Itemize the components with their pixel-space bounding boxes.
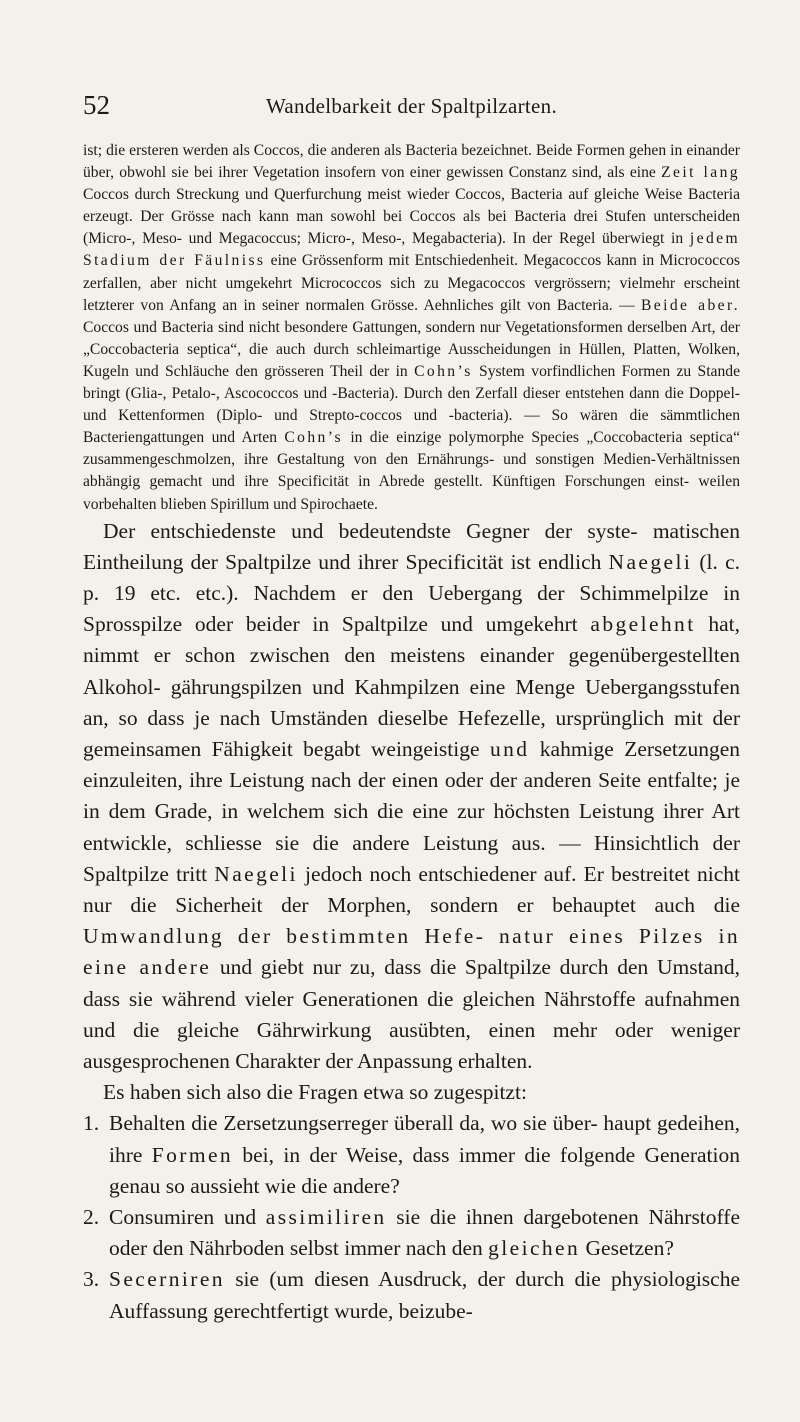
text-run: Gesetzen? [580,1236,674,1261]
text-run: Consumiren und [109,1205,266,1230]
spaced-emphasis: und [489,737,530,762]
question-item [83,1264,740,1326]
question-item [83,1108,740,1202]
spaced-emphasis: Cohn’s [284,429,343,447]
main-text-section [83,516,740,1327]
text-run: kahmige Zersetzungen einzuleiten, ihre Leistung nach der einen oder der anderen Seite entfalte; je in dem Grade, in welchem sich die eine zur höchsten Leistung ihrer Art entwickle, schliesse sie die andere Leistung aus. — Hinsichtlich der Spaltpilze tritt [83,737,740,886]
spaced-emphasis: Naegeli [214,861,298,886]
spaced-emphasis: Zeit lang [661,164,740,182]
page-header [83,90,740,130]
text-run: System vorfindlichen Formen zu Stande bringt (Glia-, Petalo-, Ascococcos und -Bacteria). Durch den Zerfall dieser entstehen dann die Doppel- und Kettenformen (Diplo- und Strepto-coccos und -bacteria). — So wären die sämmtlichen Bacteriengattungen und Arten [83,362,740,447]
spaced-emphasis: jedem Stadium der Fäulniss [83,230,740,270]
question-text [109,1267,740,1322]
spaced-emphasis: Beide aber. [641,296,740,314]
question-intro: Es haben sich also die Fragen etwa so zugespitzt: [103,1080,527,1105]
text-run: Der entschiedenste und bedeutendste Gegner der syste- matischen Eintheilung der Spaltpilze und ihrer Specificität ist endlich [83,518,740,574]
question-number: 2. [83,1205,100,1230]
text-run: (l. c. p. 19 etc. etc.). Nachdem er den Uebergang der Schimmelpilze in Sprosspilze oder beider in Spaltpilze und umgekehrt [83,549,740,637]
text-run: Behalten die Zersetzungserreger überall da, wo sie über- haupt gedeihen, ihre [109,1111,740,1167]
page-number: 52 [83,90,110,120]
spaced-emphasis: Naegeli [608,549,693,574]
spaced-emphasis: abgelehnt [590,612,696,637]
running-title: Wandelbarkeit der Spaltpilzarten. [265,94,557,118]
question-number: 3. [83,1267,100,1292]
text-run: jedoch noch entschiedener auf. Er bestreitet nicht nur die Sicherheit der Morphen, sondern er behauptet auch die [83,861,740,918]
spaced-emphasis: Cohn’s [414,362,473,380]
spaced-emphasis: Umwandlung der bestimmten Hefe- natur eines Pilzes in eine andere [83,924,740,980]
small-print-section [83,140,740,516]
text-run: sie (um diesen Ausdruck, der durch die physiologische Auffassung gerechtfertigt wurde, beizube- [109,1267,740,1323]
text-run: und giebt nur zu, dass die Spaltpilze durch den Umstand, dass sie während vieler Generationen die gleichen Nährstoffe aufnahmen und die gleiche Gährwirkung ausübten, einen mehr oder weniger ausgesprochenen Charakter der Anpassung erhalten. [83,955,741,1074]
question-text [109,1111,740,1197]
question-number: 1. [83,1111,100,1136]
text-run: ist; die ersteren werden als Coccos, die anderen als Bacteria bezeichnet. Beide Formen gehen in einander über, obwohl sie bei ihrer Vegetation insofern von einer gewissen Constanz sind, als eine [83,142,740,182]
spaced-emphasis: Formen [151,1142,234,1167]
text-run: Coccos durch Streckung und Querfurchung meist wieder Coccos, Bacteria auf gleiche Weise Bacteria erzeugt. Der Grösse nach kann man sowohl bei Coccos als bei Bacteria drei Stufen unterscheiden (Micro-, Meso- und Megacoccus; Micro-, Meso-, Megabacteria). In der Regel überwiegt in [83,186,740,248]
question-text [109,1205,740,1260]
main-paragraph [83,516,740,1078]
small-print-paragraph [83,140,740,516]
spaced-emphasis: assimiliren [265,1205,387,1230]
text-run: eine Grössenform mit Entschiedenheit. Megacoccos kann in Micrococcos zerfallen, aber nicht umgekehrt Micrococcos sich zu Megacoccos vergrössern; vielmehr erscheint letzterer von Anfang an in seiner normalen Grösse. Aehnliches gilt von Bacteria. — [83,252,740,314]
text-run: bei, in der Weise, dass immer die folgende Generation genau so aussieht wie die andere? [109,1142,740,1198]
spaced-emphasis: Secerniren [109,1267,225,1292]
spaced-emphasis: gleichen [488,1236,581,1261]
question-list [83,1108,740,1326]
text-run: hat, nimmt er schon zwischen den meistens einander gegenübergestellten Alkohol- gährungspilzen und Kahmpilzen eine Menge Uebergangsstufen an, so dass je nach Umständen dieselbe Hefezelle, ursprünglich mit der gemeinsamen Fähigkeit begabt weingeistige [83,612,740,762]
text-run: sie die ihnen dargebotenen Nährstoffe oder den Nährboden selbst immer nach den [109,1205,741,1261]
text-run: in die einzige polymorphe Species „Coccobacteria septica“ zusammengeschmolzen, ihre Gestaltung von den Ernährungs- und sonstigen Medien-Verhältnissen abhängig gemacht und ihre Specificität in Abrede gestellt. Künftigen Forschungen einst- weilen vorbehalten blieben Spirillum und Spirochaete. [83,429,740,513]
question-item [83,1202,740,1264]
text-run: Coccos und Bacteria sind nicht besondere Gattungen, sondern nur Vegetationsformen derselben Art, der „Coccobacteria septica“, die auch durch schleimartige Ausscheidungen in Hüllen, Platten, Wolken, Kugeln und Schläuche den grösseren Theil der in [83,318,740,380]
